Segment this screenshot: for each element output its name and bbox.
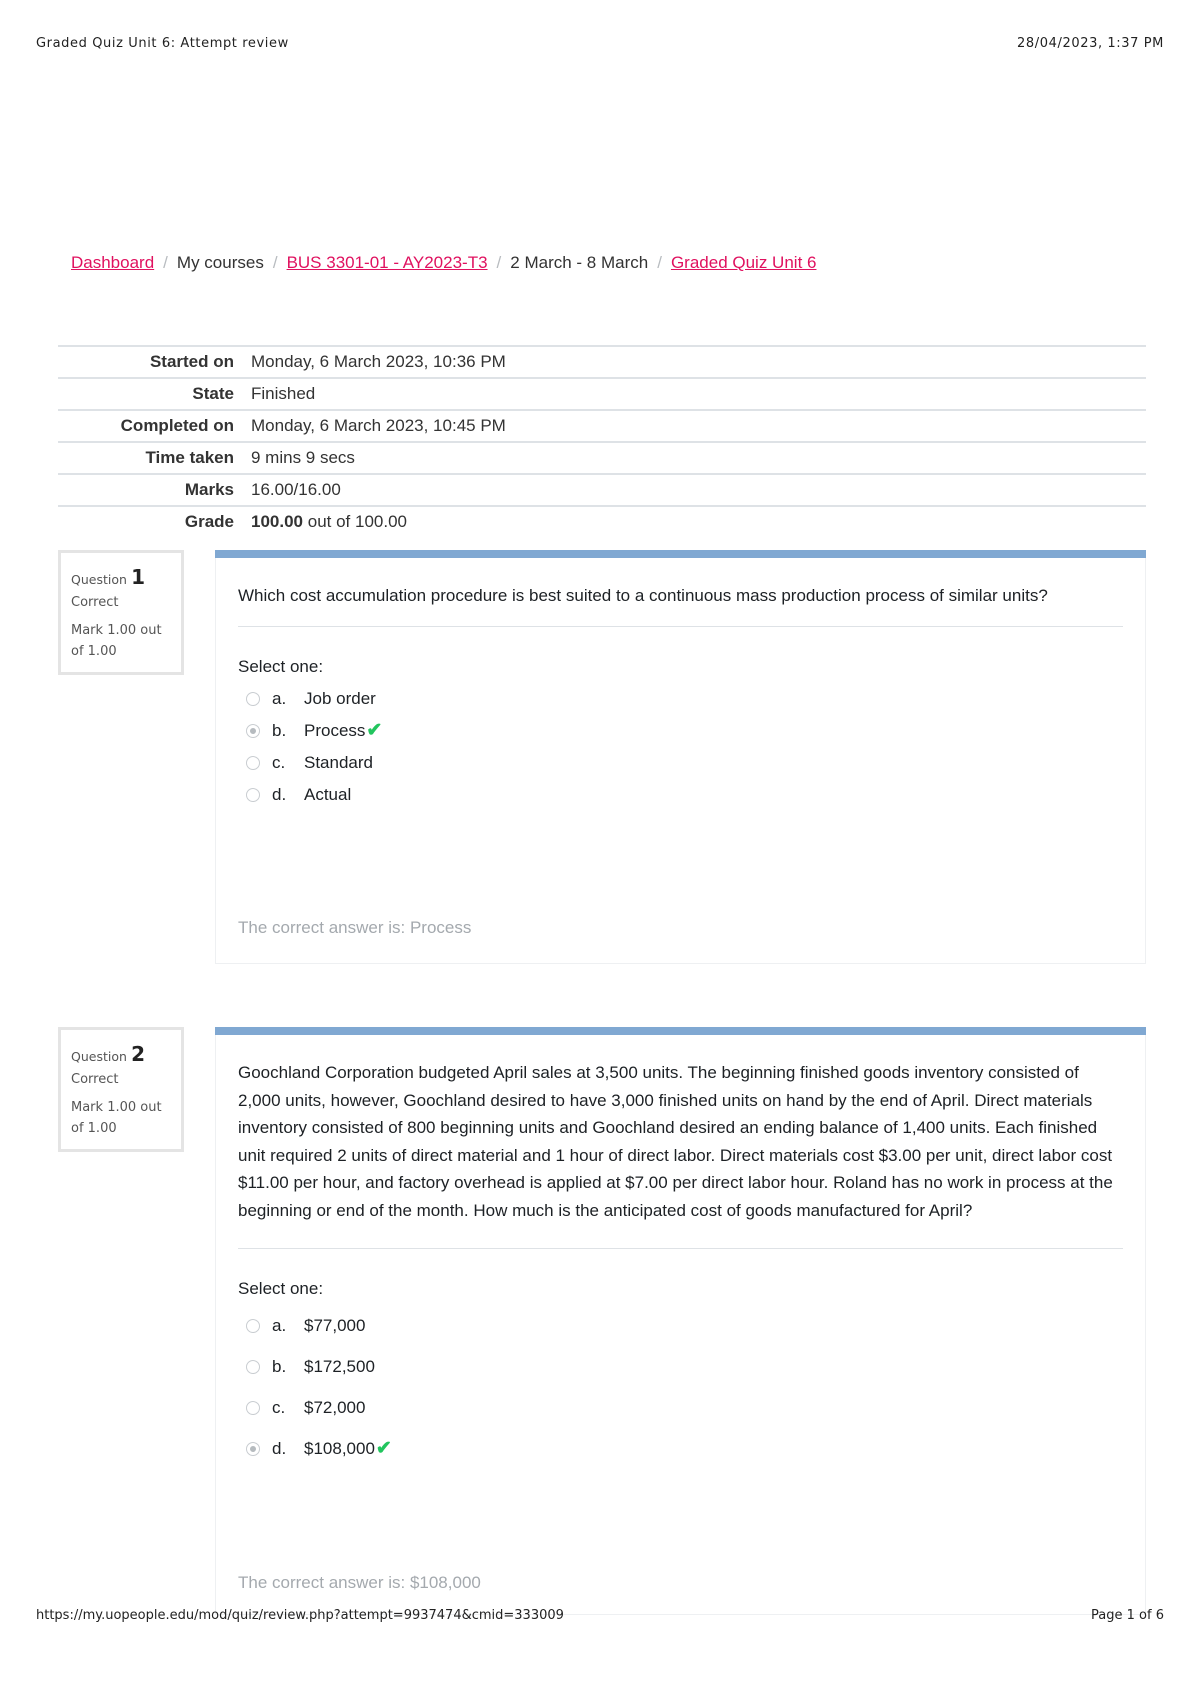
breadcrumb-course-link[interactable]: BUS 3301-01 - AY2023-T3	[286, 253, 488, 272]
summary-label: Marks	[184, 480, 234, 499]
radio-button[interactable]	[246, 1319, 260, 1333]
radio-button[interactable]	[246, 756, 260, 770]
print-footer-page: Page 1 of 6	[1091, 1608, 1164, 1623]
summary-row-state	[58, 378, 1146, 410]
question-state: Correct	[71, 595, 119, 610]
breadcrumb-quiz-link[interactable]: Graded Quiz Unit 6	[670, 253, 817, 272]
breadcrumb-separator: /	[163, 253, 168, 272]
summary-row-marks	[58, 474, 1146, 506]
attempt-summary-table	[58, 345, 1146, 537]
question-top-bar	[215, 1027, 1146, 1035]
question-formulation	[215, 558, 1146, 896]
option-letter: b.	[272, 1356, 287, 1376]
correct-check-icon: ✔	[375, 1438, 392, 1459]
option-letter: a.	[272, 688, 287, 708]
summary-row-time-taken	[58, 442, 1146, 474]
breadcrumb-dashboard-link[interactable]: Dashboard	[71, 253, 155, 272]
option-letter: c.	[272, 752, 286, 772]
question-label: Question	[71, 1049, 127, 1064]
summary-label: Started on	[149, 352, 234, 371]
option-text: $72,000	[304, 1397, 366, 1417]
print-footer-url: https://my.uopeople.edu/mod/quiz/review.php?attempt=9937474&cmid=333009	[36, 1608, 564, 1623]
summary-label: Grade	[184, 512, 234, 531]
radio-button[interactable]	[246, 1360, 260, 1374]
breadcrumb-separator: /	[272, 253, 278, 272]
option-letter: c.	[272, 1397, 286, 1417]
summary-label: State	[192, 384, 234, 403]
breadcrumb-my-courses: My courses	[176, 253, 264, 272]
option-text: Standard	[304, 752, 373, 772]
option-text: Job order	[304, 688, 376, 708]
question-feedback: The correct answer is: $108,000	[215, 1555, 1146, 1615]
answer-option[interactable]	[238, 1428, 1123, 1469]
radio-button[interactable]	[246, 788, 260, 802]
summary-value	[234, 506, 1146, 537]
option-letter: b.	[272, 720, 287, 740]
breadcrumb	[71, 253, 816, 273]
radio-button-selected[interactable]	[246, 1442, 260, 1456]
question-1-info	[58, 550, 184, 675]
radio-button[interactable]	[246, 1401, 260, 1415]
answer-option[interactable]	[238, 779, 1123, 811]
question-formulation	[215, 1035, 1146, 1555]
question-text: Goochland Corporation budgeted April sales at 3,500 units. The beginning finished goods inventory consisted of 2,000 units, however, Goochland desired to have 3,000 finished units on hand by the end of April. Direct materials inventory consisted of 800 beginning units and Goochland desired an ending balance of 1,400 units. Each finished unit required 2 units of direct material and 1 hour of direct labor. Direct materials cost $3.00 per unit, direct labor cost $11.00 per hour, and factory overhead is applied at $7.00 per direct labor hour. Roland has no work in process at the beginning or end of the month. How much is the anticipated cost of goods manufactured for April?	[238, 1063, 1113, 1220]
answer-options	[238, 1305, 1123, 1469]
option-text: Actual	[304, 784, 352, 804]
summary-value: Monday, 6 March 2023, 10:36 PM	[251, 352, 506, 371]
option-letter: d.	[272, 784, 287, 804]
option-text: Process	[304, 720, 366, 740]
question-divider	[238, 626, 1123, 627]
question-2-content	[215, 1027, 1146, 1592]
option-text: $77,000	[304, 1315, 366, 1335]
summary-value: 16.00/16.00	[251, 480, 341, 499]
option-text: $172,500	[304, 1356, 375, 1376]
question-divider	[238, 1248, 1123, 1249]
radio-button-selected[interactable]	[246, 724, 260, 738]
answer-prompt: Select one:	[238, 1279, 324, 1298]
summary-label: Time taken	[145, 448, 234, 467]
answer-options	[238, 683, 1123, 811]
radio-button[interactable]	[246, 692, 260, 706]
question-grade: Mark 1.00 out of 1.00	[71, 623, 162, 659]
option-letter: d.	[272, 1438, 287, 1458]
grade-score: 100.00	[251, 512, 303, 531]
option-text: $108,000	[304, 1438, 375, 1458]
summary-row-grade	[58, 506, 1146, 537]
question-1-content	[215, 550, 1146, 964]
question-top-bar	[215, 550, 1146, 558]
answer-option[interactable]	[238, 1305, 1123, 1346]
print-header-datetime: 28/04/2023, 1:37 PM	[1017, 36, 1164, 51]
answer-prompt: Select one:	[238, 656, 324, 676]
breadcrumb-section: 2 March - 8 March	[510, 253, 649, 272]
correct-check-icon: ✔	[366, 720, 383, 741]
question-text: Which cost accumulation procedure is best suited to a continuous mass production process of similar units?	[238, 586, 1048, 605]
answer-option[interactable]	[238, 715, 1123, 747]
summary-value: Finished	[251, 384, 316, 403]
answer-option[interactable]	[238, 1387, 1123, 1428]
summary-value: Monday, 6 March 2023, 10:45 PM	[251, 416, 506, 435]
question-grade: Mark 1.00 out of 1.00	[71, 1100, 162, 1136]
grade-out-of: out of 100.00	[307, 512, 407, 531]
answer-option[interactable]	[238, 747, 1123, 779]
question-feedback: The correct answer is: Process	[215, 896, 1146, 964]
question-number: 1	[131, 565, 145, 589]
answer-option[interactable]	[238, 1346, 1123, 1387]
question-2-info	[58, 1027, 184, 1152]
summary-row-started	[58, 346, 1146, 378]
option-letter: a.	[272, 1315, 287, 1335]
breadcrumb-separator: /	[657, 253, 662, 272]
summary-value: 9 mins 9 secs	[251, 448, 355, 467]
summary-row-completed	[58, 410, 1146, 442]
summary-label: Completed on	[120, 416, 234, 435]
question-label: Question	[71, 572, 127, 587]
question-number: 2	[131, 1042, 145, 1066]
question-state: Correct	[71, 1072, 119, 1087]
answer-option[interactable]	[238, 683, 1123, 715]
breadcrumb-separator: /	[496, 253, 502, 272]
print-header-title: Graded Quiz Unit 6: Attempt review	[36, 36, 289, 51]
